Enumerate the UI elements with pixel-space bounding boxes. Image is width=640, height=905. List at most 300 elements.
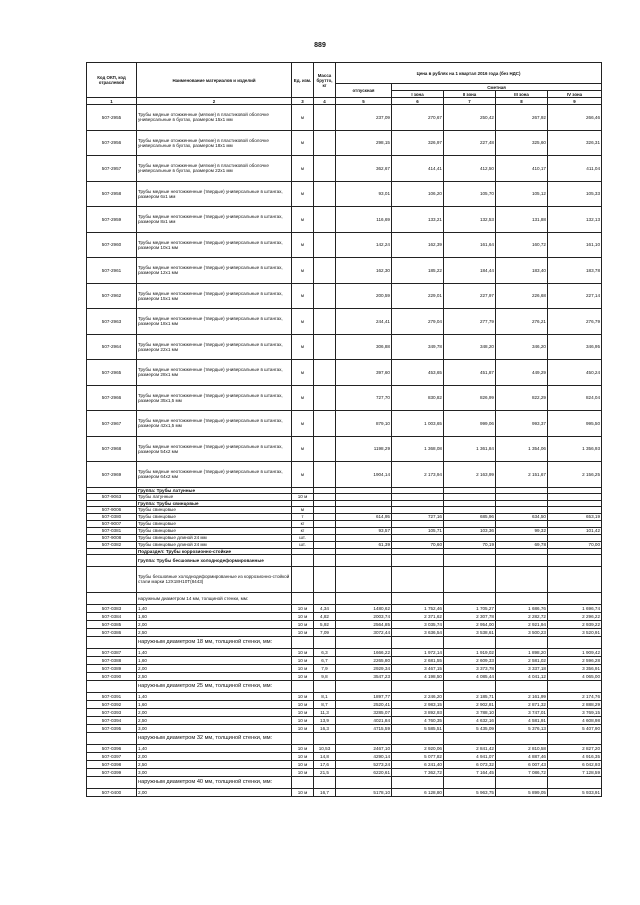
row-price: 1 356,93	[548, 436, 602, 462]
row-price	[496, 506, 548, 513]
row-price: 3 467,15	[392, 664, 444, 672]
row-price: 1 898,20	[496, 648, 548, 656]
row-price: 830,82	[392, 385, 444, 411]
row-price	[444, 636, 496, 648]
row-price: 270,67	[392, 105, 444, 131]
row-price: 7 086,72	[496, 768, 548, 776]
row-unit: 10 м	[292, 612, 314, 620]
row-unit: 10 м	[292, 788, 314, 796]
row-price: 105,70	[444, 181, 496, 207]
row-code: 507-0390	[87, 672, 137, 680]
row-code: 507-0398	[87, 760, 137, 768]
row-mass	[314, 566, 336, 592]
row-price: 5 963,75	[444, 788, 496, 796]
row-price: 410,17	[496, 156, 548, 182]
row-unit: шт.	[292, 534, 314, 541]
row-code: 507-0400	[87, 788, 137, 796]
table-row	[87, 604, 602, 612]
row-price	[548, 732, 602, 744]
row-price: 450,24	[548, 360, 602, 386]
row-unit: 10 м	[292, 760, 314, 768]
row-price: 3 520,91	[548, 628, 602, 636]
row-code: 507-2959	[87, 207, 137, 233]
row-price: 325,60	[496, 130, 548, 156]
table-row	[87, 680, 602, 692]
row-mass: 8,7	[314, 700, 336, 708]
row-name: 3,00	[137, 768, 292, 776]
row-price: 70,60	[392, 541, 444, 548]
row-unit: м	[292, 156, 314, 182]
row-price	[336, 732, 392, 744]
row-price: 3 788,10	[444, 708, 496, 716]
column-index: 2	[137, 98, 292, 105]
row-price	[444, 732, 496, 744]
row-price: 2 156,25	[548, 462, 602, 488]
row-price: 1904,14	[336, 462, 392, 488]
row-unit: 10 м	[292, 692, 314, 700]
row-price	[496, 554, 548, 566]
row-name: 2,00	[137, 788, 292, 796]
row-name: Трубы медные неотожженные (твердые) универсальные в штангах, размером 6х1 мм	[137, 181, 292, 207]
row-price: 2 581,02	[496, 656, 548, 664]
row-price: 2 939,22	[548, 620, 602, 628]
row-mass	[314, 232, 336, 258]
row-mass	[314, 513, 336, 520]
row-code	[87, 732, 137, 744]
row-price: 3072,44	[336, 628, 392, 636]
row-mass: 4,82	[314, 612, 336, 620]
row-price: 6 073,32	[444, 760, 496, 768]
row-name: наружным диаметром 14 мм, толщиной стенки, мм:	[137, 592, 292, 604]
row-code: 507-9006	[87, 506, 137, 513]
row-price: 2 921,94	[496, 620, 548, 628]
row-price	[548, 520, 602, 527]
row-code	[87, 566, 137, 592]
row-price: 266,46	[548, 105, 602, 131]
row-price: 227,14	[548, 283, 602, 309]
row-price: 3 373,78	[444, 664, 496, 672]
row-mass	[314, 592, 336, 604]
row-unit: 10 м	[292, 664, 314, 672]
row-code: 507-9008	[87, 534, 137, 541]
row-price: 3 500,23	[496, 628, 548, 636]
table-row	[87, 232, 602, 258]
row-name: наружным диаметром 18 мм, толщиной стенки, мм:	[137, 636, 292, 648]
row-price	[496, 732, 548, 744]
row-name: 2,00	[137, 708, 292, 716]
row-code: 507-2967	[87, 411, 137, 437]
row-price: 6 042,93	[548, 760, 602, 768]
row-name: 1,60	[137, 656, 292, 664]
header-otp: отпускная	[336, 84, 392, 98]
row-price: 348,20	[444, 334, 496, 360]
row-code: 507-0381	[87, 527, 137, 534]
row-name: Трубы медные неотожженные (твердые) универсальные в штангах, размером 22х1 мм	[137, 334, 292, 360]
table-row	[87, 592, 602, 604]
table-row	[87, 752, 602, 760]
table-row	[87, 648, 602, 656]
row-price: 61,39	[336, 541, 392, 548]
row-price: 2 954,00	[444, 620, 496, 628]
row-name: Трубы медные неотожженные (твердые) универсальные в штангах, размером 28х1 мм	[137, 360, 292, 386]
header-name: Наименование материалов и изделий	[137, 63, 292, 98]
table-row	[87, 283, 602, 309]
row-price: 277,79	[444, 309, 496, 335]
row-price: 2 596,28	[548, 656, 602, 664]
row-price: 70,19	[444, 541, 496, 548]
row-code: 507-0380	[87, 513, 137, 520]
row-unit: м	[292, 232, 314, 258]
row-price: 1 705,27	[444, 604, 496, 612]
row-price: 106,20	[392, 181, 444, 207]
row-price: 267,92	[496, 105, 548, 131]
row-price	[336, 554, 392, 566]
row-price	[548, 554, 602, 566]
row-price: 4715,59	[336, 724, 392, 732]
row-price: 4 608,98	[548, 716, 602, 724]
row-price: 1 909,42	[548, 648, 602, 656]
row-price: 453,65	[392, 360, 444, 386]
row-mass	[314, 680, 336, 692]
row-price	[336, 636, 392, 648]
row-unit: м	[292, 105, 314, 131]
row-price: 3547,23	[336, 672, 392, 680]
row-price: 346,95	[548, 334, 602, 360]
row-price: 279,04	[392, 309, 444, 335]
table-row	[87, 664, 602, 672]
row-unit: 10 м	[292, 752, 314, 760]
row-unit	[292, 554, 314, 566]
header-smet: Сметная	[392, 84, 602, 91]
row-price: 2 871,32	[496, 700, 548, 708]
row-name: 1,60	[137, 700, 292, 708]
row-price: 412,50	[444, 156, 496, 182]
row-price	[444, 534, 496, 541]
row-price: 346,20	[496, 334, 548, 360]
row-price: 2 983,15	[392, 700, 444, 708]
row-price: 1 919,02	[444, 648, 496, 656]
row-name: 1,60	[137, 612, 292, 620]
row-price: 183,40	[496, 258, 548, 284]
row-unit: м	[292, 462, 314, 488]
row-price: 5 077,82	[392, 752, 444, 760]
table-row	[87, 744, 602, 752]
row-name: Подраздел: Трубы коррозионно-стойкие	[137, 548, 292, 554]
row-price	[392, 520, 444, 527]
row-price: 349,78	[392, 334, 444, 360]
row-price: 2 810,58	[496, 744, 548, 752]
row-price: 2 161,99	[496, 692, 548, 700]
row-price: 227,97	[444, 283, 496, 309]
row-price: 183,78	[548, 258, 602, 284]
row-price: 362,67	[336, 156, 392, 182]
row-code: 507-2958	[87, 181, 137, 207]
header-zone1: I зона	[392, 91, 444, 98]
row-price: 2 827,20	[548, 744, 602, 752]
table-row	[87, 566, 602, 592]
row-name: 2,50	[137, 628, 292, 636]
header-mass: Масса брутто, кг	[314, 63, 336, 98]
header-zone3: III зона	[496, 91, 548, 98]
column-index: 1	[87, 98, 137, 105]
row-price: 4 065,00	[548, 672, 602, 680]
table-row	[87, 628, 602, 636]
row-price	[336, 592, 392, 604]
row-unit: м	[292, 130, 314, 156]
row-price	[496, 493, 548, 500]
row-price: 326,31	[548, 130, 602, 156]
row-price: 449,29	[496, 360, 548, 386]
row-price	[392, 534, 444, 541]
table-row	[87, 493, 602, 500]
row-price	[496, 534, 548, 541]
table-row	[87, 513, 602, 520]
row-price: 161,10	[548, 232, 602, 258]
row-unit: 10 м	[292, 620, 314, 628]
row-code: 507-0386	[87, 628, 137, 636]
table-row	[87, 309, 602, 335]
row-unit: м	[292, 360, 314, 386]
row-code: 507-9063	[87, 493, 137, 500]
row-price: 2 173,94	[392, 462, 444, 488]
row-price: 3 747,01	[496, 708, 548, 716]
column-index: 4	[314, 98, 336, 105]
row-name: Трубы медные отожженные (мягкие) в пластиковой оболочке универсальные в бухтах, размером 22х1 мм	[137, 156, 292, 182]
row-name: Трубы медные неотожженные (твердые) универсальные в штангах, размером 35х1,5 мм	[137, 385, 292, 411]
header-unit: Ед. изм.	[292, 63, 314, 98]
row-mass	[314, 732, 336, 744]
row-mass	[314, 258, 336, 284]
row-mass	[314, 520, 336, 527]
table-row	[87, 105, 602, 131]
row-price: 993,37	[496, 411, 548, 437]
row-price: 184,44	[444, 258, 496, 284]
row-mass: 10,53	[314, 744, 336, 752]
row-price	[496, 636, 548, 648]
row-mass: 7,09	[314, 628, 336, 636]
table-row	[87, 716, 602, 724]
column-index: 5	[336, 98, 392, 105]
row-price: 614,95	[336, 513, 392, 520]
row-name: наружным диаметром 40 мм, толщиной стенки, мм:	[137, 776, 292, 788]
row-price: 160,72	[496, 232, 548, 258]
row-code: 507-2962	[87, 283, 137, 309]
row-name: Трубы медные неотожженные (твердые) универсальные в штангах, размером 15х1 мм	[137, 283, 292, 309]
row-price	[392, 554, 444, 566]
row-mass	[314, 554, 336, 566]
row-mass: 21,5	[314, 768, 336, 776]
row-price: 70,00	[548, 541, 602, 548]
row-name: Трубы свинцовые	[137, 513, 292, 520]
table-row	[87, 181, 602, 207]
row-price: 653,19	[548, 513, 602, 520]
row-mass	[314, 436, 336, 462]
row-price: 2 185,71	[444, 692, 496, 700]
table-row	[87, 612, 602, 620]
table-row	[87, 534, 602, 541]
row-price	[444, 506, 496, 513]
row-code	[87, 554, 137, 566]
row-price: 3 769,15	[548, 708, 602, 716]
row-price: 879,10	[336, 411, 392, 437]
row-price: 4290,14	[336, 752, 392, 760]
row-price	[548, 680, 602, 692]
row-price	[336, 506, 392, 513]
row-code: 507-0387	[87, 648, 137, 656]
table-row	[87, 768, 602, 776]
row-price: 161,64	[444, 232, 496, 258]
row-price: 4 916,35	[548, 752, 602, 760]
row-price: 1 696,74	[548, 604, 602, 612]
row-price: 105,71	[392, 527, 444, 534]
row-price: 2467,10	[336, 744, 392, 752]
row-unit: м	[292, 334, 314, 360]
row-unit	[292, 776, 314, 788]
row-price: 2 371,62	[392, 612, 444, 620]
row-price: 2 163,99	[444, 462, 496, 488]
row-price: 103,36	[444, 527, 496, 534]
row-price: 105,12	[496, 181, 548, 207]
row-price	[548, 534, 602, 541]
row-price: 1 354,06	[496, 436, 548, 462]
row-price: 397,60	[336, 360, 392, 386]
row-mass	[314, 527, 336, 534]
row-name: наружным диаметром 25 мм, толщиной стенки, мм:	[137, 680, 292, 692]
row-price: 727,70	[336, 385, 392, 411]
table-row	[87, 130, 602, 156]
row-price: 227,48	[444, 130, 496, 156]
row-price: 2 174,76	[548, 692, 602, 700]
row-price: 1897,77	[336, 692, 392, 700]
row-price: 3 337,18	[496, 664, 548, 672]
row-price: 6 128,80	[392, 788, 444, 796]
row-name: Трубы медные неотожженные (твердые) универсальные в штангах, размером 18х1 мм	[137, 309, 292, 335]
row-name: Трубы свинцовые длиной 24 мм	[137, 541, 292, 548]
row-code	[87, 592, 137, 604]
row-mass	[314, 385, 336, 411]
row-price	[336, 680, 392, 692]
row-price: 276,79	[548, 309, 602, 335]
row-name: 2,00	[137, 664, 292, 672]
row-unit: м	[292, 411, 314, 437]
row-mass: 8,1	[314, 692, 336, 700]
row-price: 4021,84	[336, 716, 392, 724]
row-mass	[314, 283, 336, 309]
row-name: Трубы бесшовные холоднодеформированные из коррозионно-стойкой стали марки 12Х18Н10Т(8443)	[137, 566, 292, 592]
table-row	[87, 462, 602, 488]
column-index-row	[87, 98, 602, 105]
row-name: Трубы свинцовые	[137, 520, 292, 527]
row-code: 507-0384	[87, 612, 137, 620]
table-row	[87, 760, 602, 768]
header-zone2: II зона	[444, 91, 496, 98]
table-row	[87, 776, 602, 788]
row-price: 1 361,84	[444, 436, 496, 462]
row-price: 2 246,20	[392, 692, 444, 700]
row-price: 995,50	[548, 411, 602, 437]
row-price: 132,53	[444, 207, 496, 233]
row-price: 133,21	[392, 207, 444, 233]
row-mass	[314, 411, 336, 437]
row-unit: м	[292, 385, 314, 411]
row-price: 6220,61	[336, 768, 392, 776]
row-code: 507-2968	[87, 436, 137, 462]
row-mass	[314, 462, 336, 488]
row-price: 237,09	[336, 105, 392, 131]
column-index: 9	[548, 98, 602, 105]
row-price	[444, 592, 496, 604]
row-name: Трубы медные неотожженные (твердые) универсальные в штангах, размером 10х1 мм	[137, 232, 292, 258]
row-price	[496, 680, 548, 692]
row-price: 105,33	[548, 181, 602, 207]
row-price: 5 899,05	[496, 788, 548, 796]
row-name: 2,00	[137, 752, 292, 760]
row-price	[496, 566, 548, 592]
row-name: 1,40	[137, 648, 292, 656]
row-code: 507-2966	[87, 385, 137, 411]
column-index: 8	[496, 98, 548, 105]
row-unit: 10 м	[292, 672, 314, 680]
row-price: 162,39	[392, 232, 444, 258]
row-unit: 10 м	[292, 708, 314, 716]
row-price: 93,01	[336, 181, 392, 207]
row-name: Трубы медные неотожженные (твердые) универсальные в штангах, размером 12х1 мм	[137, 258, 292, 284]
column-index: 7	[444, 98, 496, 105]
row-price	[392, 566, 444, 592]
row-price: 824,04	[548, 385, 602, 411]
table-row	[87, 724, 602, 732]
row-price: 999,06	[444, 411, 496, 437]
row-unit: 10 м	[292, 656, 314, 664]
row-price: 1480,62	[336, 604, 392, 612]
row-unit: м	[292, 207, 314, 233]
row-price	[392, 506, 444, 513]
row-price: 826,99	[444, 385, 496, 411]
row-price: 131,88	[496, 207, 548, 233]
row-price: 7 164,45	[444, 768, 496, 776]
row-unit	[292, 732, 314, 744]
row-mass	[314, 334, 336, 360]
row-price	[444, 776, 496, 788]
table-row	[87, 411, 602, 437]
row-code: 507-2965	[87, 360, 137, 386]
row-code: 507-0391	[87, 692, 137, 700]
row-code	[87, 776, 137, 788]
row-name: Трубы медные отожженные (мягкие) в пластиковой оболочке универсальные в бухтах, размером 15х1 мм	[137, 105, 292, 131]
row-code: 507-0382	[87, 541, 137, 548]
row-mass	[314, 360, 336, 386]
row-mass	[314, 636, 336, 648]
row-price: 2929,34	[336, 664, 392, 672]
table-row	[87, 156, 602, 182]
row-price	[444, 566, 496, 592]
row-name: 2,00	[137, 620, 292, 628]
table-body	[87, 105, 602, 797]
row-name: Трубы латунные	[137, 493, 292, 500]
row-price: 5 376,13	[496, 724, 548, 732]
row-name: Трубы свинцовые	[137, 506, 292, 513]
row-price: 5178,10	[336, 788, 392, 796]
row-price	[392, 776, 444, 788]
row-price: 1 003,65	[392, 411, 444, 437]
row-code: 507-2963	[87, 309, 137, 335]
row-price	[548, 506, 602, 513]
table-row	[87, 520, 602, 527]
row-price	[444, 493, 496, 500]
row-price	[392, 592, 444, 604]
row-mass: 9,8	[314, 672, 336, 680]
row-unit: 10 м	[292, 628, 314, 636]
